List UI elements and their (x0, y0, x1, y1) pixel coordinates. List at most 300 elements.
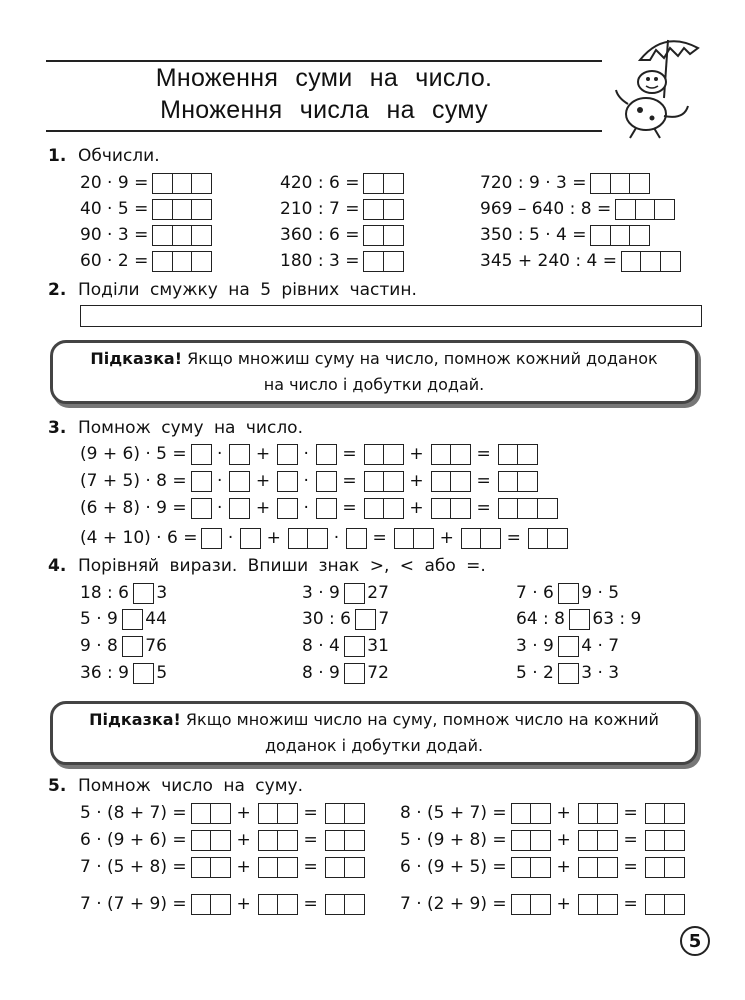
operator: = (342, 471, 357, 491)
sign-box[interactable] (558, 583, 579, 604)
sign-box-wrap (344, 636, 363, 657)
answer-boxes (288, 528, 327, 549)
answer-box[interactable] (413, 528, 434, 549)
operator: · (303, 471, 309, 491)
answer-box[interactable] (363, 251, 384, 272)
operator: = (506, 528, 521, 548)
answer-box[interactable] (229, 498, 250, 519)
compare-left: 5 · 2 (516, 663, 554, 683)
answer-box[interactable] (172, 173, 193, 194)
answer-boxes (590, 173, 648, 194)
answer-box[interactable] (645, 803, 666, 824)
compare-row (516, 660, 619, 686)
compare-row (80, 633, 167, 659)
sign-box-wrap (355, 609, 374, 630)
operator: · (217, 498, 223, 518)
answer-box[interactable] (664, 894, 685, 915)
task5-row (400, 800, 688, 826)
answer-box[interactable] (578, 857, 599, 878)
compare-right: 76 (145, 636, 167, 656)
task1-expression: 210 : 7 = (280, 199, 360, 219)
answer-box[interactable] (597, 803, 618, 824)
division-strip[interactable] (80, 305, 702, 327)
sign-box-wrap (133, 583, 152, 604)
answer-boxes (364, 444, 403, 465)
sign-box[interactable] (355, 609, 376, 630)
answer-box[interactable] (364, 471, 385, 492)
answer-box[interactable] (450, 444, 471, 465)
answer-box[interactable] (152, 251, 173, 272)
answer-box[interactable] (664, 830, 685, 851)
answer-boxes (590, 225, 648, 246)
answer-box[interactable] (450, 498, 471, 519)
task3-expression: (4 + 10) · 6 = (80, 528, 198, 548)
header-top-rule (46, 60, 602, 62)
answer-box[interactable] (517, 444, 538, 465)
task3-expression: (9 + 6) · 5 = (80, 444, 187, 464)
operator: + (236, 803, 251, 823)
answer-box[interactable] (277, 830, 298, 851)
answer-box[interactable] (344, 894, 365, 915)
answer-box[interactable] (578, 803, 599, 824)
answer-box[interactable] (530, 830, 551, 851)
answer-box[interactable] (344, 830, 365, 851)
answer-box[interactable] (258, 830, 279, 851)
hint-line-1 (90, 346, 657, 372)
operator: = (303, 830, 318, 850)
task1-expression: 345 + 240 : 4 = (480, 251, 617, 271)
answer-boxes (621, 251, 679, 272)
task5-expression: 7 · (2 + 9) = (400, 894, 507, 914)
compare-left: 3 · 9 (302, 583, 340, 603)
answer-box[interactable] (645, 857, 666, 878)
answer-box[interactable] (172, 225, 193, 246)
task1-expression: 40 · 5 = (80, 199, 149, 219)
answer-box[interactable] (258, 894, 279, 915)
answer-box[interactable] (229, 444, 250, 465)
answer-box[interactable] (325, 803, 346, 824)
answer-box[interactable] (307, 528, 328, 549)
task1-row (80, 170, 215, 196)
task3-row (80, 468, 541, 494)
compare-right: 3 · 3 (581, 663, 620, 683)
compare-right: 5 (156, 663, 168, 683)
answer-box[interactable] (277, 857, 298, 878)
answer-box[interactable] (590, 173, 611, 194)
answer-box[interactable] (537, 498, 558, 519)
answer-boxes (277, 444, 296, 465)
answer-box[interactable] (383, 471, 404, 492)
compare-row (80, 606, 167, 632)
sign-box[interactable] (569, 609, 590, 630)
task1-row (480, 196, 677, 222)
answer-box[interactable] (191, 225, 212, 246)
answer-boxes (498, 444, 537, 465)
answer-box[interactable] (210, 857, 231, 878)
compare-right: 9 · 5 (581, 583, 620, 603)
operator: = (303, 857, 318, 877)
answer-box[interactable] (229, 471, 250, 492)
task5-expression: 7 · (5 + 8) = (80, 857, 187, 877)
answer-box[interactable] (191, 173, 212, 194)
sign-box-wrap (558, 663, 577, 684)
operator: + (236, 830, 251, 850)
answer-box[interactable] (645, 830, 666, 851)
answer-box[interactable] (383, 251, 404, 272)
answer-boxes (431, 444, 470, 465)
answer-boxes (201, 528, 220, 549)
answer-box[interactable] (191, 251, 212, 272)
sign-box-wrap (558, 636, 577, 657)
answer-box[interactable] (511, 857, 532, 878)
task4-instruction: Порівняй вирази. Впиши знак >, < або =. (78, 556, 486, 576)
task5-row (80, 891, 368, 917)
answer-boxes (578, 894, 617, 915)
task1-row (80, 222, 215, 248)
answer-box[interactable] (172, 199, 193, 220)
task5-number: 5. (48, 776, 67, 796)
hint-box-2 (50, 701, 698, 765)
operator: + (409, 498, 424, 518)
answer-box[interactable] (172, 251, 193, 272)
answer-box[interactable] (461, 528, 482, 549)
answer-box[interactable] (615, 199, 636, 220)
task1-number: 1. (48, 146, 67, 166)
hint-label: Підказка! (89, 710, 181, 729)
answer-box[interactable] (258, 857, 279, 878)
compare-left: 8 · 4 (302, 636, 340, 656)
answer-boxes (152, 225, 210, 246)
answer-box[interactable] (191, 498, 212, 519)
answer-box[interactable] (610, 173, 631, 194)
task4-heading (48, 553, 486, 579)
answer-boxes (363, 199, 402, 220)
answer-box[interactable] (530, 857, 551, 878)
compare-row (80, 580, 167, 606)
answer-box[interactable] (621, 251, 642, 272)
answer-boxes (240, 528, 259, 549)
answer-boxes (229, 444, 248, 465)
answer-boxes (363, 225, 402, 246)
answer-box[interactable] (597, 857, 618, 878)
sign-box[interactable] (133, 583, 154, 604)
answer-box[interactable] (210, 830, 231, 851)
answer-boxes (258, 830, 297, 851)
sign-box[interactable] (344, 663, 365, 684)
sign-box[interactable] (133, 663, 154, 684)
compare-row (302, 633, 389, 659)
answer-box[interactable] (191, 199, 212, 220)
answer-boxes (645, 857, 684, 878)
answer-boxes (645, 894, 684, 915)
compare-right: 63 : 9 (592, 609, 642, 629)
operator: + (556, 830, 571, 850)
sign-box[interactable] (558, 663, 579, 684)
sign-box[interactable] (122, 609, 143, 630)
answer-box[interactable] (240, 528, 261, 549)
operator: = (476, 498, 491, 518)
answer-boxes (325, 857, 364, 878)
task5-row (80, 854, 368, 880)
answer-box[interactable] (578, 894, 599, 915)
answer-box[interactable] (325, 857, 346, 878)
answer-box[interactable] (431, 444, 452, 465)
answer-box[interactable] (316, 471, 337, 492)
compare-row (302, 660, 389, 686)
page-number: 5 (680, 926, 710, 956)
compare-left: 5 · 9 (80, 609, 118, 629)
answer-box[interactable] (277, 894, 298, 915)
operator: · (333, 528, 340, 548)
answer-boxes (645, 830, 684, 851)
answer-boxes (363, 173, 402, 194)
task1-row (480, 248, 683, 274)
answer-box[interactable] (394, 528, 415, 549)
answer-box[interactable] (152, 199, 173, 220)
answer-box[interactable] (629, 225, 650, 246)
sign-box-wrap (344, 583, 363, 604)
answer-box[interactable] (528, 528, 549, 549)
answer-box[interactable] (288, 528, 309, 549)
task1-row (480, 222, 653, 248)
answer-box[interactable] (152, 173, 173, 194)
answer-box[interactable] (277, 444, 298, 465)
answer-boxes (229, 471, 248, 492)
operator: = (303, 803, 318, 823)
answer-box[interactable] (277, 803, 298, 824)
hint-box-1 (50, 340, 698, 404)
answer-box[interactable] (277, 498, 298, 519)
sign-box-wrap (122, 609, 141, 630)
answer-box[interactable] (450, 471, 471, 492)
header-bottom-rule (46, 130, 602, 132)
operator: = (623, 830, 638, 850)
compare-row (302, 606, 389, 632)
task5-row (400, 827, 688, 853)
task2-instruction: Поділи смужку на 5 рівних частин. (78, 280, 417, 300)
answer-box[interactable] (547, 528, 568, 549)
answer-box[interactable] (498, 444, 519, 465)
task1-expression: 90 · 3 = (80, 225, 149, 245)
answer-box[interactable] (191, 471, 212, 492)
answer-box[interactable] (610, 225, 631, 246)
task5-expression: 5 · (8 + 7) = (80, 803, 187, 823)
answer-boxes (346, 528, 365, 549)
answer-box[interactable] (191, 894, 212, 915)
task5-row (400, 891, 688, 917)
compare-right: 4 · 7 (581, 636, 620, 656)
compare-left: 18 : 6 (80, 583, 129, 603)
operator: = (623, 857, 638, 877)
operator: · (303, 444, 309, 464)
compare-left: 30 : 6 (302, 609, 351, 629)
task3-row (80, 441, 541, 467)
answer-boxes (511, 803, 550, 824)
answer-box[interactable] (597, 894, 618, 915)
compare-left: 36 : 9 (80, 663, 129, 683)
answer-box[interactable] (629, 173, 650, 194)
answer-box[interactable] (511, 894, 532, 915)
answer-boxes (258, 857, 297, 878)
answer-boxes (152, 199, 210, 220)
operator: = (372, 528, 387, 548)
task1-expression: 720 : 9 · 3 = (480, 173, 587, 193)
task1-row (280, 222, 406, 248)
operator: + (439, 528, 454, 548)
compare-row (80, 660, 167, 686)
answer-boxes (325, 894, 364, 915)
answer-box[interactable] (363, 225, 384, 246)
answer-box[interactable] (364, 444, 385, 465)
answer-boxes (325, 803, 364, 824)
operator: = (623, 894, 638, 914)
answer-box[interactable] (660, 251, 681, 272)
sign-box[interactable] (122, 636, 143, 657)
operator: = (303, 894, 318, 914)
answer-box[interactable] (530, 803, 551, 824)
answer-boxes (191, 803, 230, 824)
answer-box[interactable] (383, 444, 404, 465)
answer-boxes (191, 894, 230, 915)
answer-box[interactable] (645, 894, 666, 915)
task1-row (280, 196, 406, 222)
task1-instruction: Обчисли. (78, 146, 160, 166)
answer-box[interactable] (511, 803, 532, 824)
task1-row (80, 248, 215, 274)
answer-box[interactable] (363, 199, 384, 220)
compare-left: 3 · 9 (516, 636, 554, 656)
sign-box-wrap (122, 636, 141, 657)
answer-box[interactable] (517, 498, 538, 519)
answer-box[interactable] (191, 857, 212, 878)
answer-box[interactable] (363, 173, 384, 194)
answer-boxes (325, 830, 364, 851)
answer-box[interactable] (517, 471, 538, 492)
operator: + (255, 498, 271, 518)
compare-row (516, 633, 619, 659)
operator: · (217, 471, 223, 491)
answer-boxes (191, 830, 230, 851)
task1-expression: 20 · 9 = (80, 173, 149, 193)
answer-boxes (498, 471, 537, 492)
answer-box[interactable] (431, 471, 452, 492)
task1-expression: 969 – 640 : 8 = (480, 199, 612, 219)
answer-box[interactable] (191, 803, 212, 824)
task1-heading (48, 143, 160, 169)
answer-boxes (615, 199, 673, 220)
answer-box[interactable] (578, 830, 599, 851)
answer-box[interactable] (325, 894, 346, 915)
compare-row (302, 580, 389, 606)
answer-box[interactable] (511, 830, 532, 851)
answer-box[interactable] (498, 498, 519, 519)
sign-box[interactable] (344, 636, 365, 657)
answer-box[interactable] (498, 471, 519, 492)
answer-boxes (511, 857, 550, 878)
compare-row (516, 606, 641, 632)
answer-box[interactable] (210, 803, 231, 824)
operator: + (409, 471, 424, 491)
answer-box[interactable] (480, 528, 501, 549)
answer-box[interactable] (191, 444, 212, 465)
sign-box[interactable] (558, 636, 579, 657)
answer-box[interactable] (383, 225, 404, 246)
answer-box[interactable] (152, 225, 173, 246)
operator: + (556, 894, 571, 914)
answer-box[interactable] (344, 803, 365, 824)
answer-boxes (229, 498, 248, 519)
task1-expression: 420 : 6 = (280, 173, 360, 193)
answer-box[interactable] (383, 173, 404, 194)
sign-box-wrap (133, 663, 152, 684)
answer-box[interactable] (664, 857, 685, 878)
answer-boxes (191, 857, 230, 878)
answer-box[interactable] (640, 251, 661, 272)
answer-box[interactable] (316, 498, 337, 519)
operator: · (303, 498, 309, 518)
answer-boxes (191, 471, 210, 492)
answer-box[interactable] (597, 830, 618, 851)
compare-left: 9 · 8 (80, 636, 118, 656)
task3-row (80, 525, 571, 551)
answer-box[interactable] (258, 803, 279, 824)
hint-line-2: доданок і добутки додай. (264, 736, 484, 755)
answer-boxes (152, 251, 210, 272)
answer-box[interactable] (664, 803, 685, 824)
answer-box[interactable] (346, 528, 367, 549)
page-title-line1: Множення суми на число. (155, 64, 493, 92)
answer-box[interactable] (530, 894, 551, 915)
answer-boxes (645, 803, 684, 824)
answer-box[interactable] (431, 498, 452, 519)
operator: + (266, 528, 281, 548)
answer-boxes (394, 528, 433, 549)
task1-expression: 60 · 2 = (80, 251, 149, 271)
answer-box[interactable] (325, 830, 346, 851)
answer-box[interactable] (277, 471, 298, 492)
answer-boxes (277, 498, 296, 519)
answer-boxes (578, 803, 617, 824)
answer-box[interactable] (344, 857, 365, 878)
answer-box[interactable] (635, 199, 656, 220)
answer-box[interactable] (590, 225, 611, 246)
hint-line-2: на число і добутки додай. (263, 375, 485, 394)
compare-left: 8 · 9 (302, 663, 340, 683)
answer-box[interactable] (210, 894, 231, 915)
task1-row (480, 170, 653, 196)
operator: · (217, 444, 223, 464)
task1-expression: 350 : 5 · 4 = (480, 225, 587, 245)
answer-boxes (277, 471, 296, 492)
answer-boxes (461, 528, 500, 549)
answer-box[interactable] (201, 528, 222, 549)
sign-box[interactable] (344, 583, 365, 604)
answer-box[interactable] (383, 498, 404, 519)
answer-box[interactable] (654, 199, 675, 220)
answer-boxes (258, 803, 297, 824)
answer-box[interactable] (383, 199, 404, 220)
operator: + (236, 894, 251, 914)
answer-boxes (364, 471, 403, 492)
task5-row (400, 854, 688, 880)
answer-box[interactable] (191, 830, 212, 851)
compare-right: 44 (145, 609, 167, 629)
answer-boxes (316, 498, 335, 519)
task5-row (80, 800, 368, 826)
answer-box[interactable] (364, 498, 385, 519)
task1-row (280, 170, 406, 196)
answer-box[interactable] (316, 444, 337, 465)
